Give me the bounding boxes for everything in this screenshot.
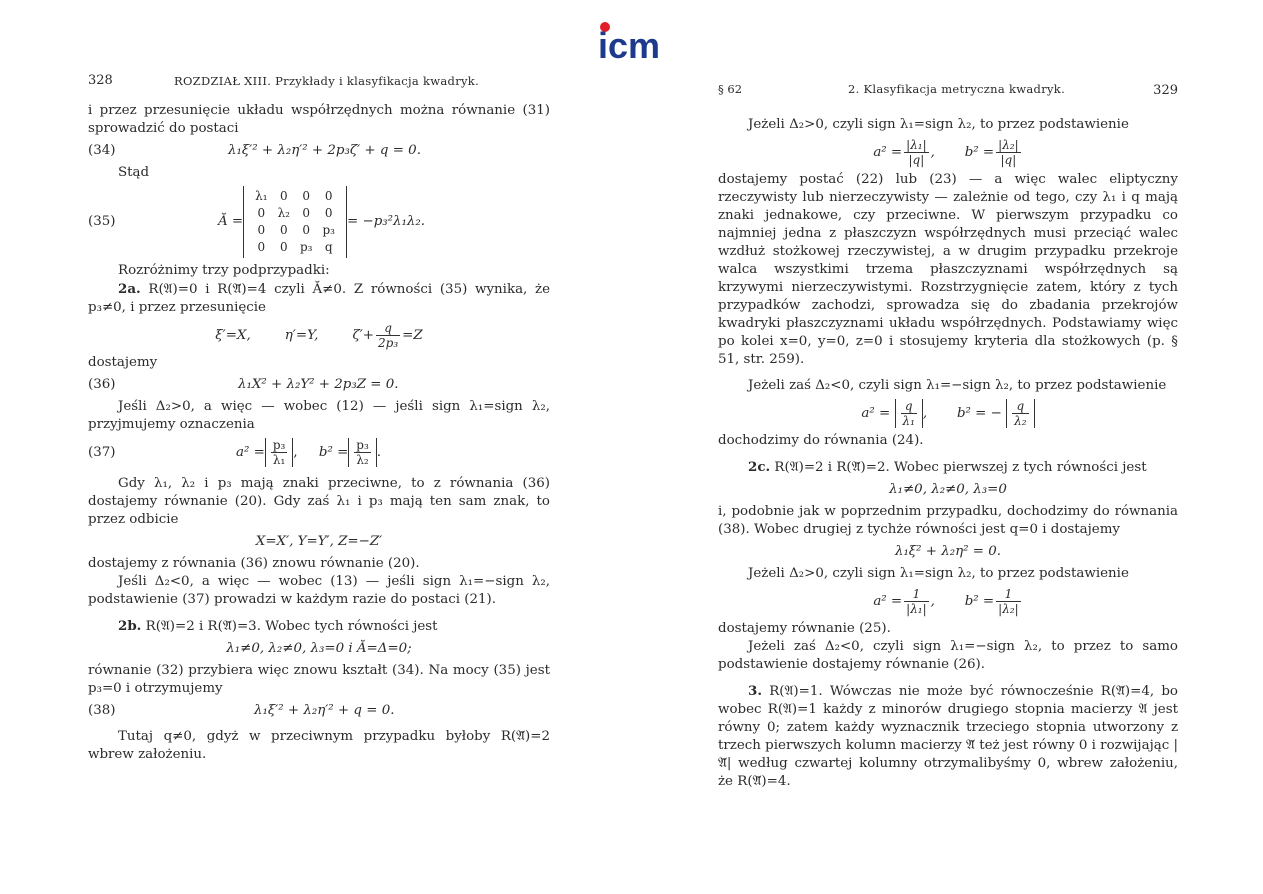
paragraph-jezeli-negative-2c: Jeżeli zaś Δ₂<0, czyli sign λ₁=−sign λ₂, to przez to samo podstawienie dostajemy równanie (26). bbox=[718, 639, 1178, 672]
numerator: p₃ bbox=[356, 438, 369, 452]
fraction bbox=[271, 438, 288, 467]
a-squared: a² = bbox=[873, 594, 903, 609]
substitution-2b-positive: a² = $\frac{\text{|λ₁|}}{|q|}$ , b² = $\frac{\text{|λ₂|}}{|q|}$ bbox=[873, 138, 1019, 167]
subst-eta: η′=Y, bbox=[284, 328, 319, 343]
numerator: 1 bbox=[904, 587, 929, 602]
conditions-2c: λ₁≠0, λ₂≠0, λ₃=0 bbox=[889, 482, 1007, 497]
right-running-head bbox=[718, 72, 1178, 116]
paragraph-case-2c bbox=[718, 458, 1178, 477]
paragraph-jezeli-negative: Jeżeli zaś Δ₂<0, czyli sign λ₁=−sign λ₂, to przez podstawienie bbox=[748, 378, 1167, 393]
denominator: λ₂ bbox=[1014, 414, 1027, 428]
numerator: |λ₁| bbox=[906, 138, 927, 152]
case-text: R(𝔄)=0 i R(𝔄̆)=4 czyli Ă≠0. Z równości (35) wynika, że p₃≠0, i przez przesunięcie bbox=[88, 282, 551, 315]
numerator: q bbox=[376, 321, 400, 336]
matrix-cell: q bbox=[324, 240, 333, 254]
substitution-2b-negative: a² = $\frac{q}{\text{λ₁}}$ , b² = − $\frac{q}{\text{λ₂}}$ bbox=[718, 399, 1178, 428]
paragraph-jezeli-positive-2c: Jeżeli Δ₂>0, czyli sign λ₁=sign λ₂, to przez podstawienie bbox=[748, 566, 1129, 581]
reflection-formula: X=X′, Y=Y′, Z=−Z′ bbox=[255, 534, 383, 549]
numerator: 1 bbox=[996, 587, 1021, 602]
conditions-2b: λ₁≠0, λ₂≠0, λ₃=0 i Ă=Δ=0; bbox=[226, 641, 412, 656]
b-squared: b² = bbox=[318, 444, 349, 460]
a-squared: a² = bbox=[873, 145, 903, 160]
denominator: λ₁ bbox=[272, 453, 286, 467]
absolute-value bbox=[895, 399, 923, 428]
numerator: q bbox=[1012, 399, 1028, 414]
left-page-number: 328 bbox=[88, 73, 113, 88]
fraction bbox=[354, 438, 371, 467]
left-running-head bbox=[88, 72, 550, 102]
matrix-cell: 0 bbox=[324, 189, 333, 203]
denominator: 2p₃ bbox=[378, 336, 399, 350]
denominator: λ₂ bbox=[356, 453, 369, 467]
equation-35 bbox=[88, 186, 550, 258]
b-squared: b² = bbox=[964, 145, 995, 160]
a-squared: a² = bbox=[861, 406, 891, 421]
matrix-cell: 0 bbox=[257, 206, 266, 220]
subst-zeta-post: =Z bbox=[402, 328, 423, 343]
case-heading: 2c. bbox=[748, 459, 771, 475]
left-page bbox=[88, 72, 550, 764]
paragraph-jezeli-positive: Jeżeli Δ₂>0, czyli sign λ₁=sign λ₂, to przez podstawienie bbox=[748, 117, 1129, 132]
matrix-cell: 0 bbox=[302, 206, 311, 220]
paragraph-case-3 bbox=[718, 682, 1178, 791]
paragraph-jesli-positive: Jeśli Δ₂>0, a więc — wobec (12) — jeśli sign λ₁=sign λ₂, przyjmujemy oznaczenia bbox=[88, 399, 550, 432]
matrix-cell: λ₂ bbox=[277, 206, 290, 220]
paragraph-dostajemy-20: dostajemy z równania (36) znowu równanie (20). bbox=[88, 556, 420, 571]
equation-37: (37) a² = $\frac{\text{p₃}}{\text{λ₁}}$ , b² = $\frac{\text{p₃}}{\text{λ₂}}$ . bbox=[88, 438, 382, 467]
equation-38 bbox=[88, 702, 550, 720]
denominator: |λ₂| bbox=[998, 602, 1019, 616]
case-text: R(𝔄)=2 i R(𝔄̆)=2. Wobec pierwszej z tych równości jest bbox=[774, 460, 1147, 475]
matrix-cell: p₃ bbox=[322, 223, 335, 237]
equation-label: (38) bbox=[88, 703, 116, 718]
substitution-2c: a² = $\frac{1}{\text{|λ₁|}}$ , b² = $\frac{1}{\text{|λ₂|}}$ bbox=[873, 587, 1019, 616]
paragraph-jesli-negative: Jeśli Δ₂<0, a więc — wobec (13) — jeśli sign λ₁=−sign λ₂, podstawienie (37) prowadzi w każdym razie do postaci (21). bbox=[88, 574, 550, 607]
denominator: |λ₁| bbox=[906, 602, 927, 616]
case-text: R(𝔄)=1. Wówczas nie może być równocześnie R(𝔄̆)=4, bo wobec R(𝔄)=1 każdy z minorów drugiego stopnia macierzy 𝔄 jest równy 0; zatem każdy wyznacznik trzeciego stopnia utworzony z trzech pierwszych kolumn macierzy 𝔄̆ też jest równy 0 i rozwijając |𝔄̆| według czwartej kolumny otrzymalibyśmy 0, wbrew założeniu, że R(𝔄̆)=4. bbox=[718, 684, 1178, 789]
paragraph-gdy: Gdy λ₁, λ₂ i p₃ mają znaki przeciwne, to z równania (36) dostajemy równanie (20). Gdy zaś λ₁ i p₃ mają ten sam znak, to przez odbicie bbox=[88, 476, 550, 527]
absolute-value bbox=[348, 438, 377, 467]
paragraph-case-2b bbox=[88, 617, 550, 636]
case-heading: 3. bbox=[748, 683, 762, 699]
matrix-cell: 0 bbox=[302, 223, 311, 237]
equation-formula: λ₁X² + λ₂Y² + 2p₃Z = 0. bbox=[238, 377, 399, 392]
subst-xi: ξ′=X, bbox=[215, 328, 251, 343]
a-squared: a² = bbox=[236, 444, 265, 460]
fraction bbox=[996, 587, 1021, 616]
denominator: λ₁ bbox=[902, 414, 915, 428]
numerator: |λ₂| bbox=[998, 138, 1019, 152]
section-number: § 62 bbox=[718, 82, 743, 96]
equation-36 bbox=[88, 376, 550, 394]
matrix-cell: 0 bbox=[279, 189, 288, 203]
paragraph-rownanie-32: równanie (32) przybiera więc znowu kształt (34). Na mocy (35) jest p₃=0 i otrzymujemy bbox=[88, 663, 550, 696]
equation-label: (35) bbox=[88, 214, 116, 229]
paragraph-tutaj: Tutaj q≠0, gdyż w przeciwnym przypadku byłoby R(𝔄̆)=2 wbrew założeniu. bbox=[88, 729, 550, 762]
equation-2c: λ₁ξ² + λ₂η² = 0. bbox=[894, 544, 1002, 559]
matrix-cell: 0 bbox=[324, 206, 333, 220]
paragraph-przesuniecie: i przez przesunięcie układu współrzędnych można równanie (31) sprowadzić do postaci bbox=[88, 103, 550, 136]
matrix-cell: p₃ bbox=[300, 240, 313, 254]
determinant-matrix bbox=[243, 186, 347, 258]
matrix-cell: 0 bbox=[257, 240, 266, 254]
right-page-number: 329 bbox=[1153, 83, 1178, 98]
paragraph-dochodzimy: dochodzimy do równania (24). bbox=[718, 433, 924, 448]
paragraph-podobnie: i, podobnie jak w poprzednim przypadku, dochodzimy do równania (38). Wobec drugiej z tychże równości jest q=0 i dostajemy bbox=[718, 504, 1178, 537]
equation-34 bbox=[88, 142, 550, 160]
fraction bbox=[1012, 399, 1028, 428]
case-text: R(𝔄)=2 i R(𝔄̆)=3. Wobec tych równości jest bbox=[145, 619, 438, 634]
equation-label: (37) bbox=[88, 444, 116, 460]
right-running-title: 2. Klasyfikacja metryczna kwadryk. bbox=[848, 82, 1066, 96]
numerator: p₃ bbox=[272, 438, 286, 452]
determinant-rhs: = −p₃²λ₁λ₂. bbox=[347, 214, 425, 229]
case-heading: 2a. bbox=[118, 281, 141, 297]
icm-logo bbox=[598, 20, 674, 64]
substitution-2a bbox=[88, 321, 550, 350]
matrix-cell: 0 bbox=[279, 223, 288, 237]
matrix-cell: 0 bbox=[279, 240, 288, 254]
equation-formula: λ₁ξ′² + λ₂η′² + 2p₃ζ′ + q = 0. bbox=[228, 143, 421, 158]
absolute-value bbox=[1006, 399, 1034, 428]
paragraph-dostajemy-25: dostajemy równanie (25). bbox=[718, 621, 891, 636]
right-page bbox=[718, 72, 1178, 791]
matrix-cell: 0 bbox=[257, 223, 266, 237]
denominator: |q| bbox=[908, 153, 925, 167]
equation-label: (34) bbox=[88, 143, 116, 158]
matrix-cell: 0 bbox=[302, 189, 311, 203]
determinant-lhs: Ă = bbox=[218, 214, 244, 229]
case-heading: 2b. bbox=[118, 618, 142, 634]
fraction bbox=[904, 138, 929, 167]
paragraph-dostajemy: dostajemy bbox=[88, 355, 158, 370]
equation-formula: λ₁ξ′² + λ₂η′² + q = 0. bbox=[254, 703, 395, 718]
left-running-title: ROZDZIAŁ XIII. Przykłady i klasyfikacja kwadryk. bbox=[174, 74, 480, 88]
logo-text: icm bbox=[598, 25, 661, 64]
paragraph-rozroznimy: Rozróżnimy trzy podprzypadki: bbox=[118, 263, 330, 278]
absolute-value bbox=[265, 438, 294, 467]
fraction bbox=[904, 587, 929, 616]
paragraph-case-2a bbox=[88, 280, 550, 317]
equation-label: (36) bbox=[88, 377, 116, 392]
subst-zeta-pre: ζ′+ bbox=[352, 328, 375, 343]
numerator: q bbox=[901, 399, 917, 414]
paragraph-dostajemy-postac: dostajemy postać (22) lub (23) — a więc walec eliptyczny rzeczywisty lub nierzeczywisty — zależnie od tego, czy λ₁ i q mają znaki jednakowe, czy przeciwne. W pierwszym przypadku co najmniej jedna z płaszczyzn współrzędnych musi przeciąć walec wzdłuż stożkowej rzeczywistej, a w drugim przypadku przekroje walca wszystkimi trzema płaszczyznami współrzędnych są krzywymi nierzeczywistymi. Rozstrzygnięcie zatem, który z tych przypadków zachodzi, sprowadza się do zbadania przekrojów kwadryki płaszczyznami układu współrzędnych. Podstawiamy więc po kolei x=0, y=0, z=0 i stosujemy kryteria dla stożkowych (p. § 51, str. 259). bbox=[718, 172, 1178, 367]
b-squared: b² = − bbox=[956, 406, 1002, 421]
denominator: |q| bbox=[1000, 153, 1017, 167]
fraction bbox=[996, 138, 1021, 167]
paragraph-stad: Stąd bbox=[118, 165, 150, 180]
matrix-cell: λ₁ bbox=[255, 189, 268, 203]
fraction bbox=[376, 321, 400, 350]
fraction bbox=[901, 399, 917, 428]
b-squared: b² = bbox=[964, 594, 995, 609]
